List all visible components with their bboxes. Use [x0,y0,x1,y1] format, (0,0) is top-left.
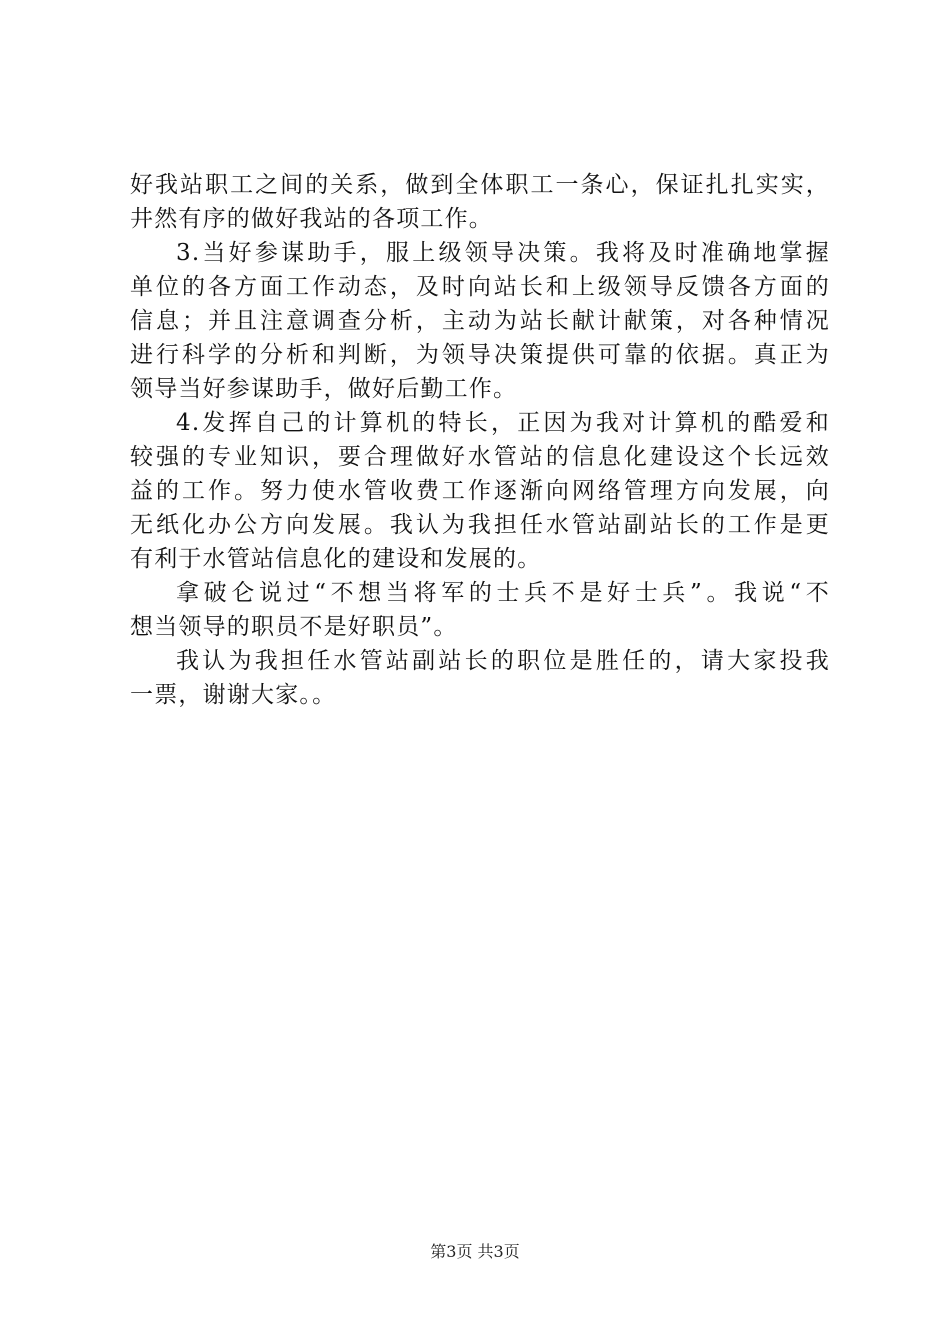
text-line-11: 无纸化办公方向发展。我认为我担任水管站副站长的工作是更 [130,512,830,538]
text-line-9: 较强的专业知识，要合理做好水管站的信息化建设这个长远效 [130,444,830,470]
text-line-4: 单位的各方面工作动态，及时向站长和上级领导反馈各方面的 [130,274,830,300]
text-line-2: 井然有序的做好我站的各项工作。 [130,206,493,232]
text-line-12: 有利于水管站信息化的建设和发展的。 [130,546,542,572]
page-footer: 第3页 共3页 [430,1242,520,1261]
text-line-13: 拿破仑说过“不想当将军的士兵不是好士兵”。我说“不 [176,580,830,606]
text-line-6: 进行科学的分析和判断，为领导决策提供可靠的依据。真正为 [130,342,830,368]
text-line-15: 我认为我担任水管站副站长的职位是胜任的，请大家投我 [176,648,830,674]
text-line-14: 想当领导的职员不是好职员”。 [130,614,458,640]
text-line-7: 领导当好参谋助手，做好后勤工作。 [130,376,518,402]
text-line-10: 益的工作。努力使水管收费工作逐渐向网络管理方向发展，向 [130,478,830,504]
text-line-1: 好我站职工之间的关系，做到全体职工一条心，保证扎扎实实， [130,172,830,198]
text-line-16: 一票，谢谢大家。。 [130,682,337,708]
text-line-5: 信息；并且注意调查分析，主动为站长献计献策，对各种情况 [130,308,830,334]
text-line-8: 4.发挥自己的计算机的特长，正因为我对计算机的酷爱和 [176,410,830,436]
text-line-3: 3.当好参谋助手，服上级领导决策。我将及时准确地掌握 [176,240,830,266]
